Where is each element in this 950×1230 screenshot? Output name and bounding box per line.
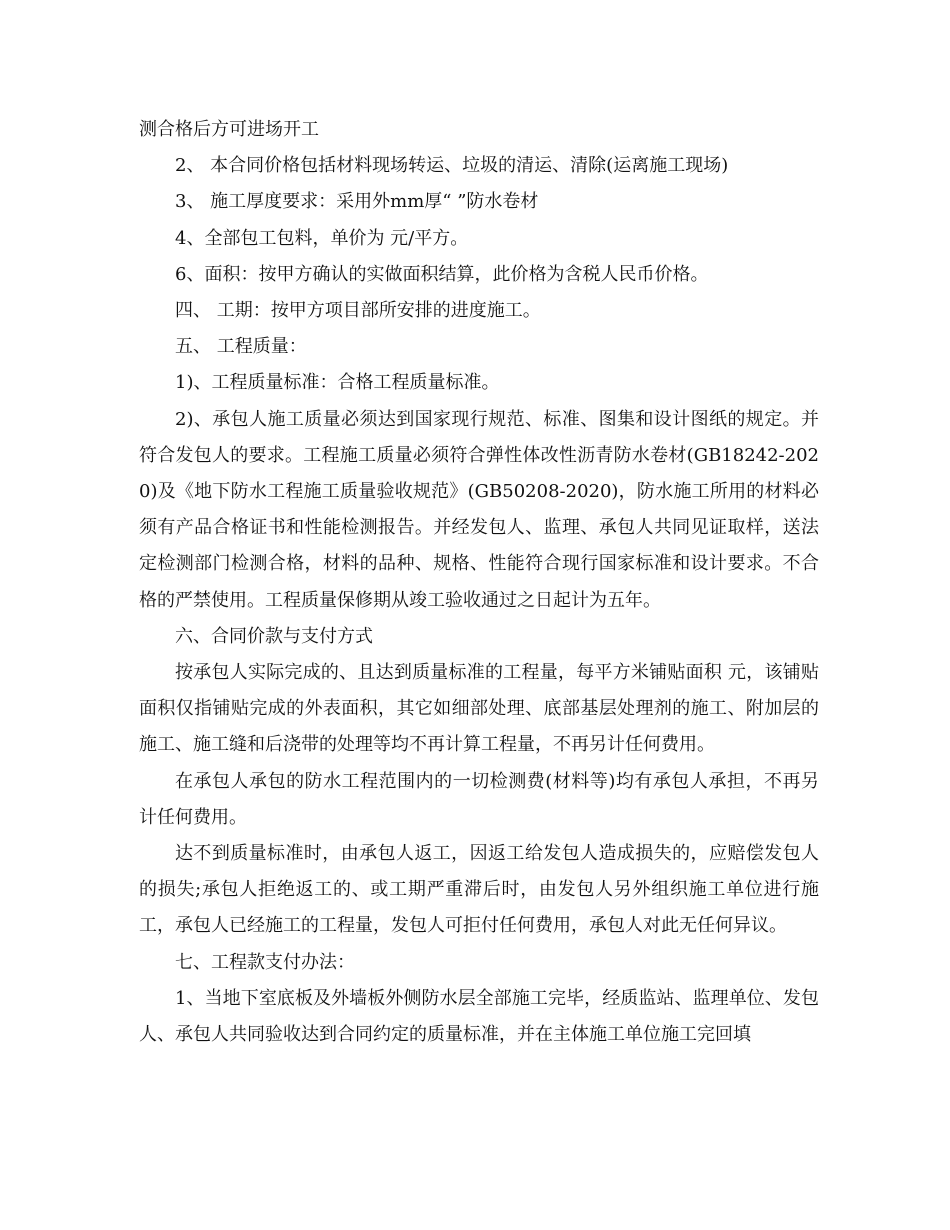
paragraph-payment-basis: 按承包人实际完成的、且达到质量标准的工程量，每平方米铺贴面积 元，该铺贴面积仅指铺贴完成的外表面积，其它如细部处理、底部基层处理剂的施工、附加层的施工、施工缝和后浇带的处理等均不再计算工程量，不再另计任何费用。 — [139, 662, 819, 756]
paragraph-4: 4、全部包工包料，单价为 元/平方。 — [175, 227, 469, 249]
paragraph-payment-step-1: 1、当地下室底板及外墙板外侧防水层全部施工完毕，经质监站、监理单位、发包人、承包人共同验收达到合同约定的质量标准，并在主体施工单位施工完回填 — [139, 987, 819, 1046]
paragraph-2: 2、 本合同价格包括材料现场转运、垃圾的清运、清除(运离施工现场) — [175, 155, 729, 177]
paragraph-rework: 达不到质量标准时，由承包人返工，因返工给发包人造成损失的，应赔偿发包人的损失;承包人拒绝返工的、或工期严重滞后时，由发包人另外组织施工单位进行施工，承包人已经施工的工程量，发包人可拒付任何费用，承包人对此无任何异议。 — [139, 843, 819, 937]
section-heading-quality: 五、 工程质量： — [175, 336, 307, 358]
paragraph-1: 测合格后方可进场开工 — [139, 119, 319, 140]
section-heading-schedule: 四、 工期：按甲方项目部所安排的进度施工。 — [175, 300, 541, 322]
paragraph-3: 3、 施工厚度要求：采用外mm厚“ ”防水卷材 — [175, 191, 539, 213]
section-heading-payment-method: 七、工程款支付办法： — [175, 951, 355, 973]
paragraph-quality-requirements: 2)、承包人施工质量必须达到国家现行规范、标准、图集和设计图纸的规定。并符合发包人的要求。工程施工质量必须符合弹性体改性沥青防水卷材(GB18242-2020)及《地下防水工程施工质量验收规范》(GB50208-2020)，防水施工所用的材料必须有产品合格证书和性能检测报告。并经发包人、监理、承包人共同见证取样，送法定检测部门检测合格，材料的品种、规格、性能符合现行国家标准和设计要求。不合格的严禁使用。工程质量保修期从竣工验收通过之日起计为五年。 — [139, 408, 819, 611]
paragraph-testing-fees: 在承包人承包的防水工程范围内的一切检测费(材料等)均有承包人承担，不再另计任何费用。 — [139, 770, 819, 828]
document-body — [139, 112, 819, 1053]
paragraph-5: 6、面积：按甲方确认的实做面积结算，此价格为含税人民币价格。 — [175, 263, 709, 285]
paragraph-quality-standard: 1)、工程质量标准：合格工程质量标准。 — [175, 372, 500, 394]
section-heading-payment: 六、合同价款与支付方式 — [175, 625, 373, 647]
